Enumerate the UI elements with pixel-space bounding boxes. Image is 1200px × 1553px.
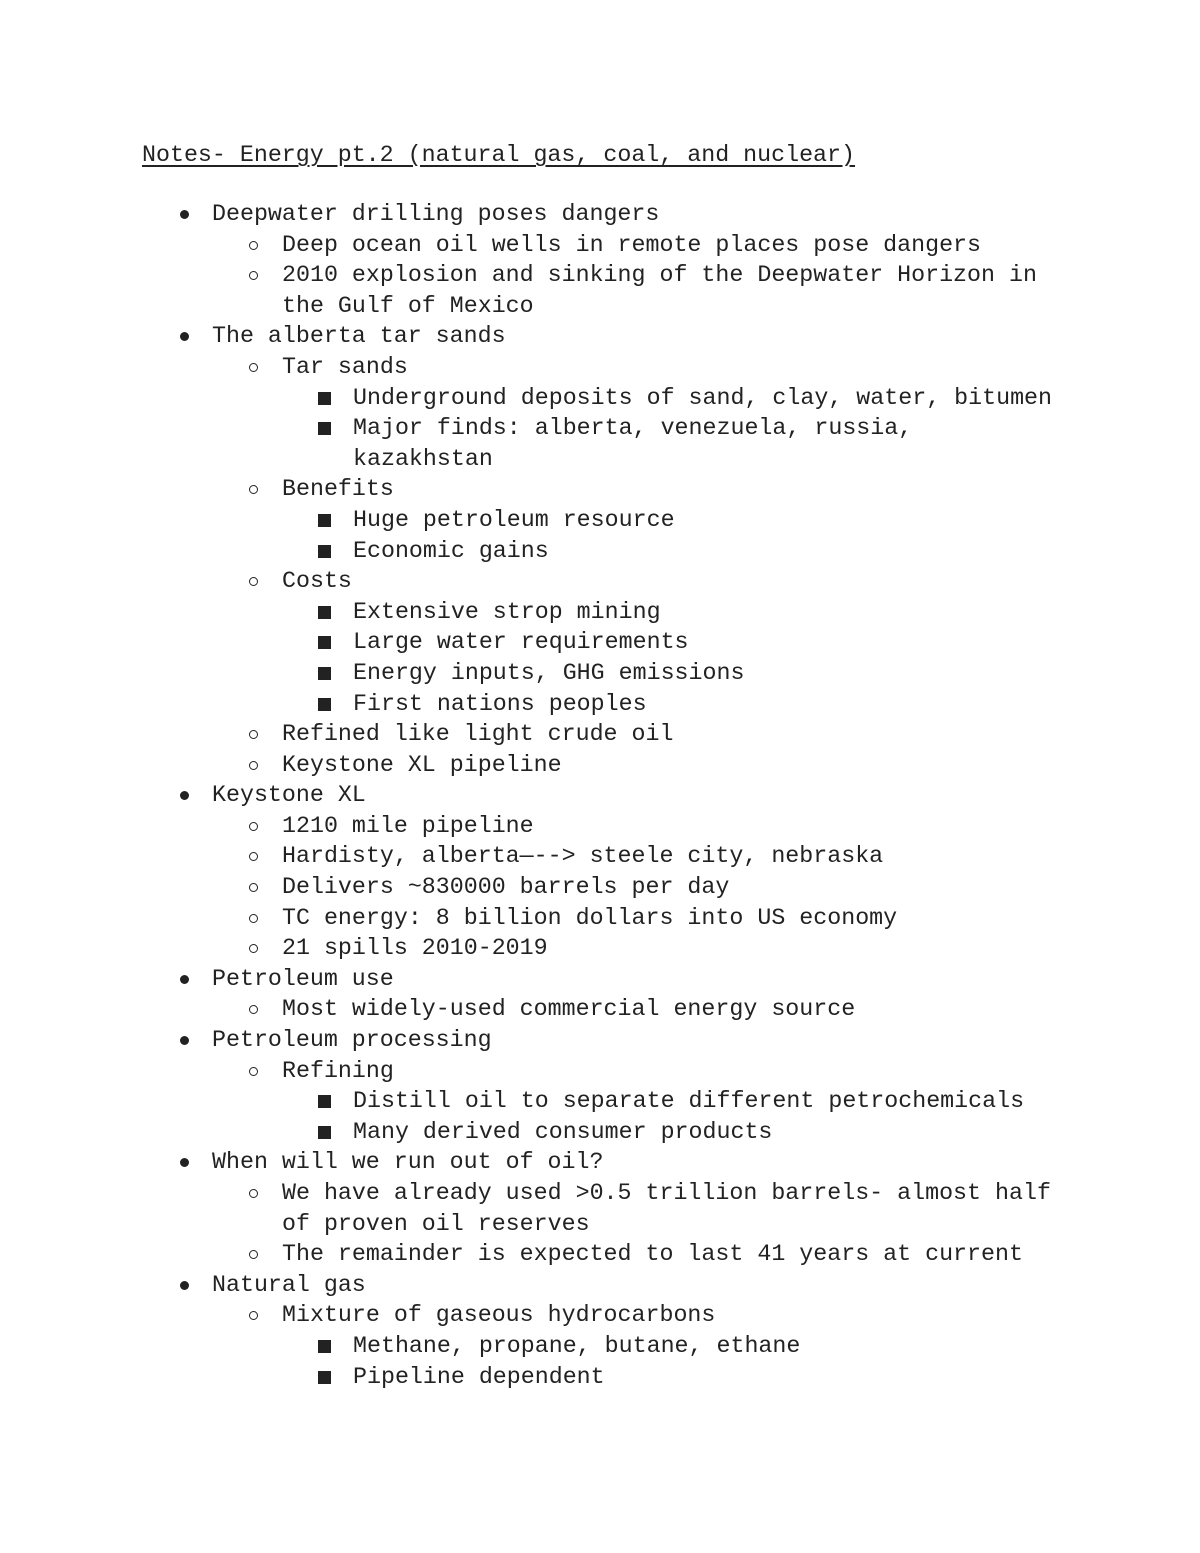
note-line xyxy=(0,230,1200,261)
circle-bullet-icon xyxy=(249,363,258,372)
note-text: Benefits xyxy=(282,476,394,503)
note-text: of proven oil reserves xyxy=(282,1210,590,1237)
note-text: First nations peoples xyxy=(353,690,647,717)
disc-bullet-icon xyxy=(180,975,189,984)
note-text: Pipeline dependent xyxy=(353,1363,605,1390)
square-bullet-icon xyxy=(318,636,331,649)
circle-bullet-icon xyxy=(249,1005,258,1014)
note-line xyxy=(0,1178,1200,1209)
note-line xyxy=(0,780,1200,811)
note-text: Methane, propane, butane, ethane xyxy=(353,1332,801,1359)
note-text: Tar sands xyxy=(282,353,408,380)
note-line xyxy=(0,566,1200,597)
note-line xyxy=(0,658,1200,689)
note-text: Major finds: alberta, venezuela, russia, xyxy=(353,415,913,442)
square-bullet-icon xyxy=(318,667,331,680)
note-line xyxy=(0,383,1200,414)
note-text: 1210 mile pipeline xyxy=(282,812,534,839)
square-bullet-icon xyxy=(318,1340,331,1353)
circle-bullet-icon xyxy=(249,485,258,494)
circle-bullet-icon xyxy=(249,883,258,892)
note-text: Petroleum processing xyxy=(212,1027,492,1054)
note-text: Delivers ~830000 barrels per day xyxy=(282,874,730,901)
square-bullet-icon xyxy=(318,545,331,558)
circle-bullet-icon xyxy=(249,761,258,770)
circle-bullet-icon xyxy=(249,1067,258,1076)
note-text: Underground deposits of sand, clay, water, bitumen xyxy=(353,384,1053,411)
note-line xyxy=(0,1209,1200,1240)
note-line xyxy=(0,505,1200,536)
disc-bullet-icon xyxy=(180,1281,189,1290)
note-line xyxy=(0,1117,1200,1148)
note-line xyxy=(0,872,1200,903)
note-line xyxy=(0,994,1200,1025)
square-bullet-icon xyxy=(318,422,331,435)
square-bullet-icon xyxy=(318,1095,331,1108)
disc-bullet-icon xyxy=(180,210,189,219)
note-line xyxy=(0,750,1200,781)
note-line xyxy=(0,1270,1200,1301)
disc-bullet-icon xyxy=(180,332,189,341)
note-text: Natural gas xyxy=(212,1271,366,1298)
note-text: TC energy: 8 billion dollars into US economy xyxy=(282,904,898,931)
note-line xyxy=(0,689,1200,720)
circle-bullet-icon xyxy=(249,914,258,923)
note-line xyxy=(0,964,1200,995)
disc-bullet-icon xyxy=(180,1036,189,1045)
note-text: Deep ocean oil wells in remote places pose dangers xyxy=(282,231,982,258)
square-bullet-icon xyxy=(318,392,331,405)
note-text: Most widely-used commercial energy source xyxy=(282,996,856,1023)
circle-bullet-icon xyxy=(249,1311,258,1320)
note-line xyxy=(0,841,1200,872)
note-line xyxy=(0,413,1200,444)
note-line xyxy=(0,444,1200,475)
note-line xyxy=(0,536,1200,567)
note-text: Mixture of gaseous hydrocarbons xyxy=(282,1302,716,1329)
note-line xyxy=(0,1025,1200,1056)
note-text: Distill oil to separate different petrochemicals xyxy=(353,1088,1025,1115)
note-line xyxy=(0,903,1200,934)
note-line xyxy=(0,1362,1200,1393)
note-text: Hardisty, alberta—--> steele city, nebraska xyxy=(282,843,884,870)
note-text: Many derived consumer products xyxy=(353,1118,773,1145)
note-line xyxy=(0,719,1200,750)
note-text: Petroleum use xyxy=(212,965,394,992)
square-bullet-icon xyxy=(318,1126,331,1139)
note-line xyxy=(0,352,1200,383)
note-line xyxy=(0,1147,1200,1178)
note-text: 21 spills 2010-2019 xyxy=(282,935,548,962)
square-bullet-icon xyxy=(318,514,331,527)
note-line xyxy=(0,1086,1200,1117)
note-text: Keystone XL xyxy=(212,782,366,809)
note-text: Refined like light crude oil xyxy=(282,721,674,748)
note-text: the Gulf of Mexico xyxy=(282,292,534,319)
disc-bullet-icon xyxy=(180,1158,189,1167)
note-text: Deepwater drilling poses dangers xyxy=(212,201,660,227)
circle-bullet-icon xyxy=(249,1250,258,1259)
note-line xyxy=(0,811,1200,842)
note-line xyxy=(0,933,1200,964)
circle-bullet-icon xyxy=(249,852,258,861)
square-bullet-icon xyxy=(318,1371,331,1384)
note-text: kazakhstan xyxy=(353,445,493,472)
note-line xyxy=(0,474,1200,505)
note-line xyxy=(0,1300,1200,1331)
note-line xyxy=(0,1331,1200,1362)
circle-bullet-icon xyxy=(249,271,258,280)
note-text: The remainder is expected to last 41 years at current xyxy=(282,1241,1023,1268)
notes-list xyxy=(0,199,1200,1392)
note-text: 2010 explosion and sinking of the Deepwater Horizon in xyxy=(282,262,1037,289)
note-text: We have already used >0.5 trillion barrels- almost half xyxy=(282,1180,1051,1206)
note-text: Extensive strop mining xyxy=(353,598,661,625)
circle-bullet-icon xyxy=(249,241,258,250)
note-line xyxy=(0,1239,1200,1270)
circle-bullet-icon xyxy=(249,577,258,586)
note-text: When will we run out of oil? xyxy=(212,1149,604,1176)
note-text: Huge petroleum resource xyxy=(353,506,675,533)
note-text: Energy inputs, GHG emissions xyxy=(353,659,745,686)
document-title: Notes- Energy pt.2 (natural gas, coal, and nuclear) xyxy=(142,142,856,168)
square-bullet-icon xyxy=(318,698,331,711)
circle-bullet-icon xyxy=(249,944,258,953)
note-text: The alberta tar sands xyxy=(212,323,506,350)
note-line xyxy=(0,260,1200,291)
note-text: Economic gains xyxy=(353,537,549,564)
circle-bullet-icon xyxy=(249,1189,258,1198)
note-line xyxy=(0,1056,1200,1087)
note-text: Large water requirements xyxy=(353,629,689,656)
circle-bullet-icon xyxy=(249,822,258,831)
note-line xyxy=(0,597,1200,628)
note-line xyxy=(0,291,1200,322)
square-bullet-icon xyxy=(318,606,331,619)
circle-bullet-icon xyxy=(249,730,258,739)
disc-bullet-icon xyxy=(180,791,189,800)
note-text: Costs xyxy=(282,568,352,595)
note-text: Keystone XL pipeline xyxy=(282,751,562,778)
note-line xyxy=(0,321,1200,352)
note-line xyxy=(0,199,1200,230)
note-text: Refining xyxy=(282,1057,394,1084)
note-line xyxy=(0,627,1200,658)
